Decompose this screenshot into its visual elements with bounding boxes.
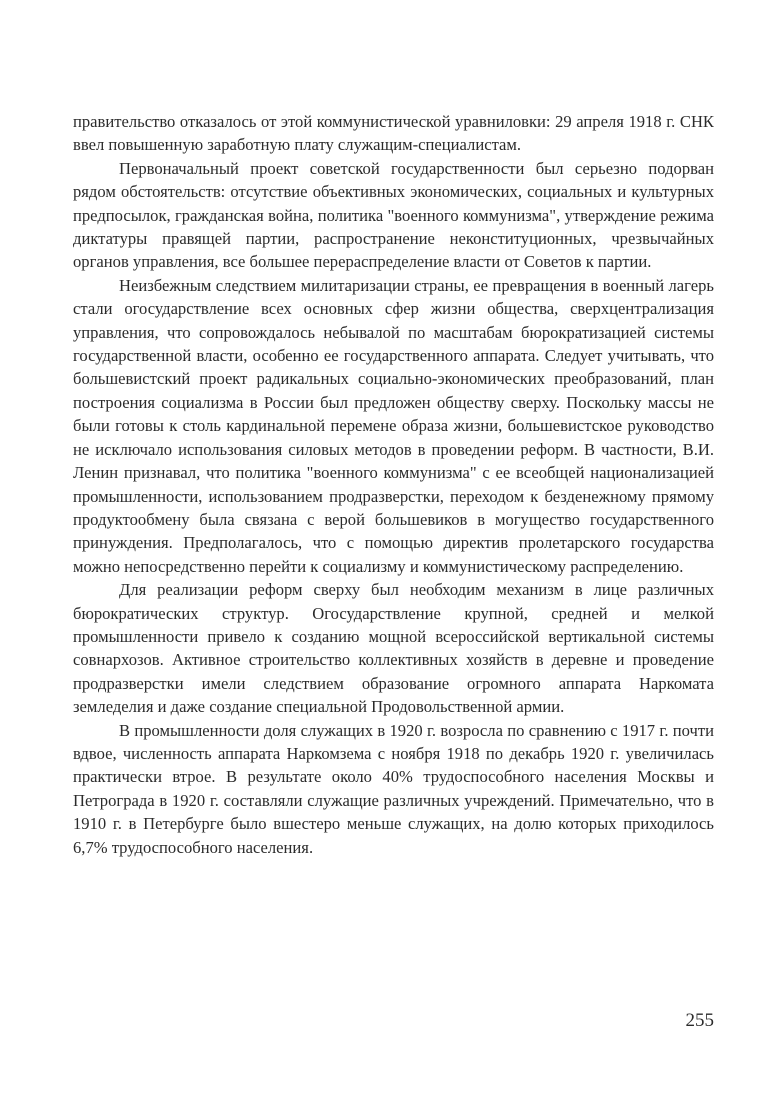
body-text — [73, 110, 714, 859]
paragraph-4: Для реализации реформ сверху был необходим механизм в лице различных бюрократических структур. Огосударствление крупной, средней и мелкой промышленности привело к созданию мощной всероссийской вертикальной системы совнархозов. Активное строительство коллективных хозяйств в деревне и проведение продразверстки имели следствием образование огромного аппарата Наркомата земледелия и даже создание специальной Продовольственной армии. — [73, 580, 714, 717]
paragraph-5: В промышленности доля служащих в 1920 г. возросла по сравнению с 1917 г. почти вдвое, численность аппарата Наркомзема с ноября 1918 по декабрь 1920 г. увеличилась практически втрое. В результате около 40% трудоспособного населения Москвы и Петрограда в 1920 г. составляли служащие различных учреждений. Примечательно, что в 1910 г. в Петербурге было вшестеро меньше служащих, на долю которых приходилось 6,7% трудоспособного населения. — [73, 720, 714, 857]
paragraph-3: Неизбежным следствием милитаризации страны, ее превращения в военный лагерь стали огосударствление всех основных сфер жизни общества, сверхцентрализация управления, что сопровождалось небывалой по масштабам бюрократизацией системы государственной власти, особенно ее государственного аппарата. Следует учитывать, что большевистский проект радикальных социально-экономических преобразований, план построения социализма в России был предложен обществу сверху. Поскольку массы не были готовы к столь кардинальной перемене образа жизни, большевистское руководство не исключало использования силовых методов в проведении реформ. В частности, В.И. Ленин признавал, что политика "военного коммунизма" с ее всеобщей национализацией промышленности, использованием продразверстки, переходом к безденежному прямому продуктообмену была связана с верой большевиков в могущество государственного принуждения. Предполагалось, что с помощью директив пролетарского государства можно непосредственно перейти к социализму и коммунистическому распределению. — [73, 275, 714, 576]
paragraph-1: правительство отказалось от этой коммунистической уравниловки: 29 апреля 1918 г. СНК ввел повышенную заработную плату служащим-специалистам. — [73, 112, 714, 155]
page-number: 255 — [685, 1010, 714, 1031]
paragraph-2: Первоначальный проект советской государственности был серьезно подорван рядом обстоятельств: отсутствие объективных экономических, социальных и культурных предпосылок, гражданская война, политика "военного коммунизма", утверждение режима диктатуры правящей партии, распространение неконституционных, чрезвычайных органов управления, все большее перераспределение власти от Советов к партии. — [73, 158, 714, 272]
